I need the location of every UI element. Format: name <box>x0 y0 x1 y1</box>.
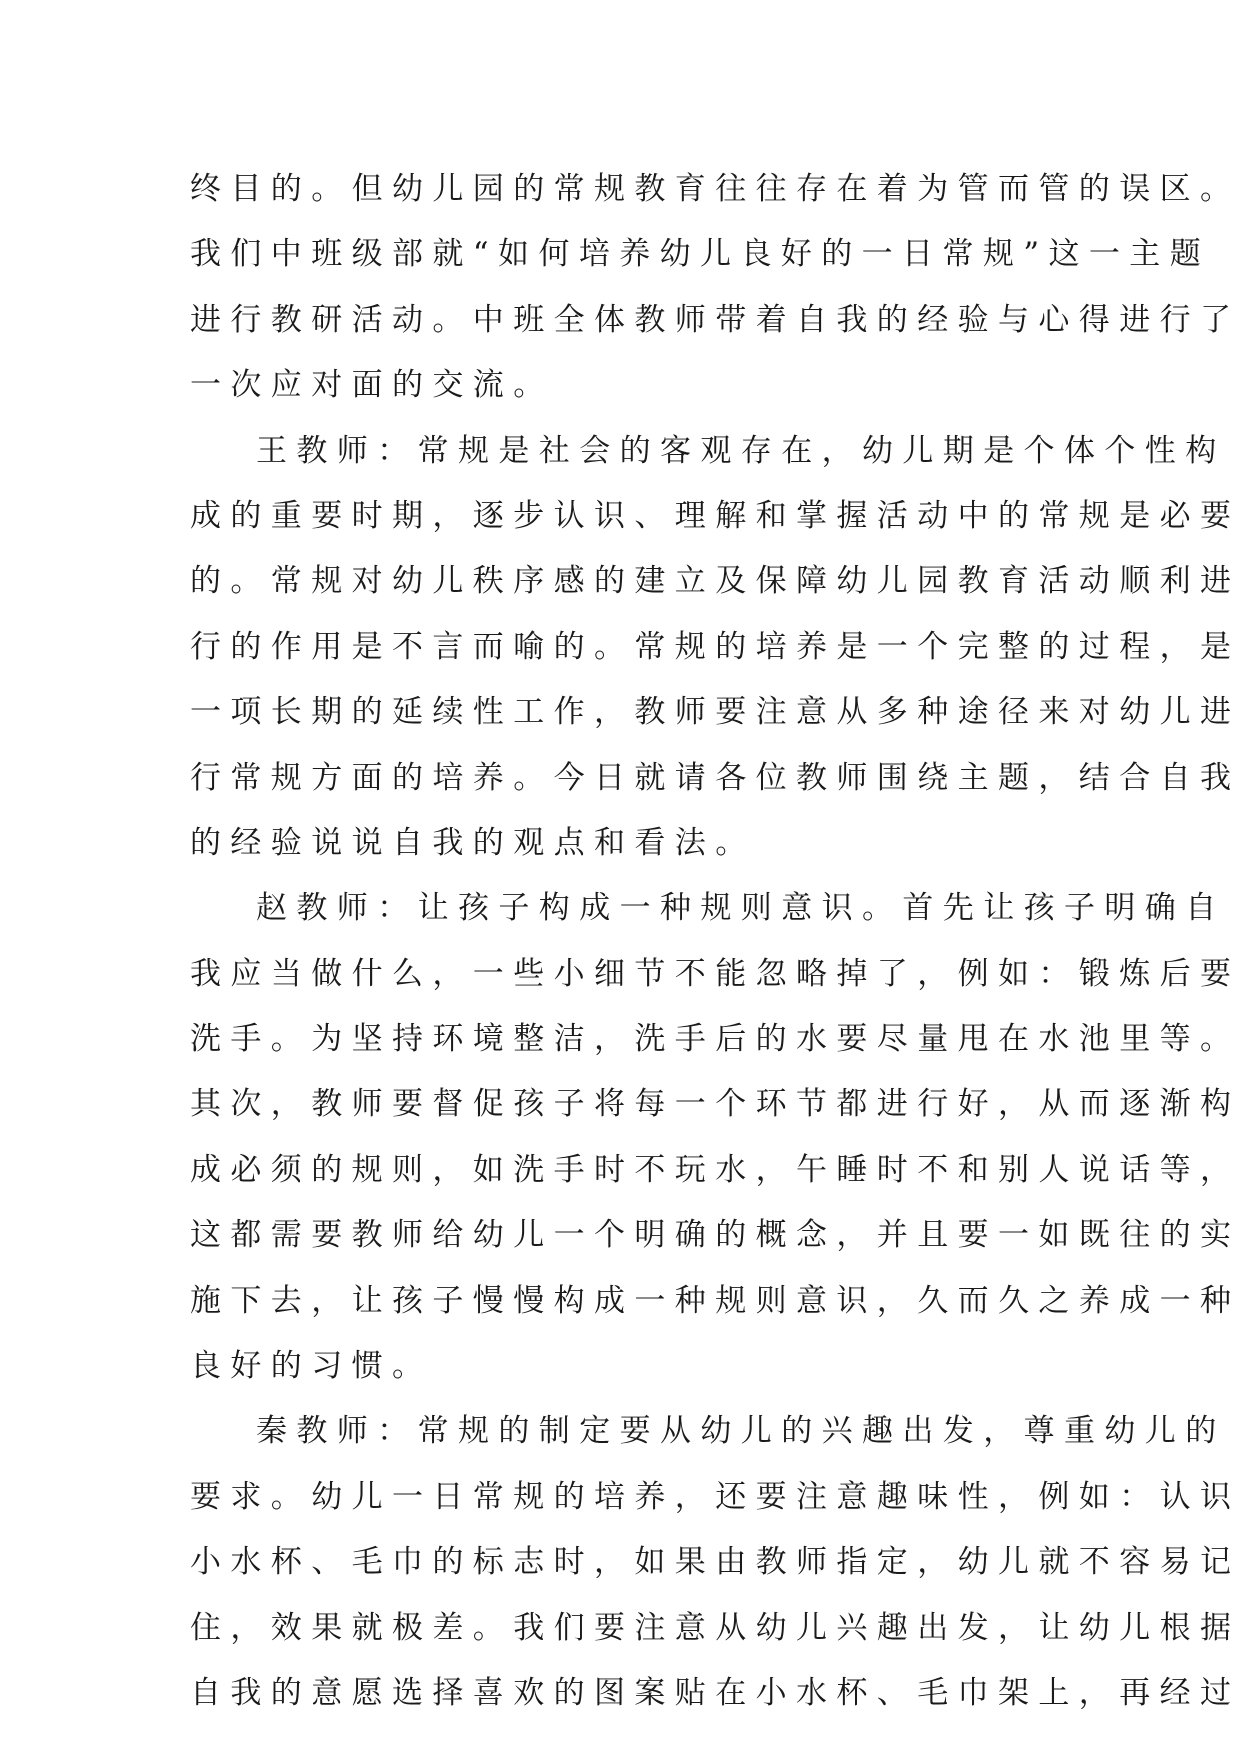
text-line: 成的重要时期，逐步认识、理解和掌握活动中的常规是必要 <box>190 497 1241 534</box>
text-line: 我们中班级部就“如何培养幼儿良好的一日常规”这一主题 <box>190 236 1211 273</box>
text-line: 的。常规对幼儿秩序感的建立及保障幼儿园教育活动顺利进 <box>190 563 1241 600</box>
text-line: 终目的。但幼儿园的常规教育往往存在着为管而管的误区。 <box>190 171 1241 207</box>
text-line: 自我的意愿选择喜欢的图案贴在小水杯、毛巾架上，再经过 <box>190 1674 1241 1711</box>
text-line: 施下去，让孩子慢慢构成一种规则意识，久而久之养成一种 <box>190 1282 1241 1319</box>
text-line: 行常规方面的培养。今日就请各位教师围绕主题，结合自我 <box>190 759 1241 796</box>
paragraph-start-line: 赵教师：让孩子构成一种规则意识。首先让孩子明确自 <box>256 890 1226 927</box>
text-line: 其次，教师要督促孩子将每一个环节都进行好，从而逐渐构 <box>190 1086 1241 1123</box>
text-line: 我应当做什么，一些小细节不能忽略掉了，例如：锻炼后要 <box>190 955 1241 992</box>
text-line: 进行教研活动。中班全体教师带着自我的经验与心得进行了 <box>190 301 1241 338</box>
text-line: 良好的习惯。 <box>190 1348 433 1385</box>
text-line: 这都需要教师给幼儿一个明确的概念，并且要一如既往的实 <box>190 1217 1241 1254</box>
text-line: 成必须的规则，如洗手时不玩水，午睡时不和别人说话等， <box>190 1151 1241 1188</box>
document-body <box>190 157 1241 1726</box>
text-line: 住，效果就极差。我们要注意从幼儿兴趣出发，让幼儿根据 <box>190 1609 1241 1646</box>
text-line: 要求。幼儿一日常规的培养，还要注意趣味性，例如：认识 <box>190 1478 1241 1515</box>
text-line: 的经验说说自我的观点和看法。 <box>190 824 756 861</box>
text-line: 一次应对面的交流。 <box>190 367 554 404</box>
text-line: 小水杯、毛巾的标志时，如果由教师指定，幼儿就不容易记 <box>190 1544 1241 1581</box>
paragraph-start-line: 秦教师：常规的制定要从幼儿的兴趣出发，尊重幼儿的 <box>256 1413 1226 1450</box>
text-line: 一项长期的延续性工作，教师要注意从多种途径来对幼儿进 <box>190 694 1241 731</box>
text-line: 行的作用是不言而喻的。常规的培养是一个完整的过程，是 <box>190 628 1241 665</box>
text-line: 洗手。为坚持环境整洁，洗手后的水要尽量甩在水池里等。 <box>190 1021 1241 1058</box>
paragraph-start-line: 王教师：常规是社会的客观存在，幼儿期是个体个性构 <box>256 432 1226 469</box>
